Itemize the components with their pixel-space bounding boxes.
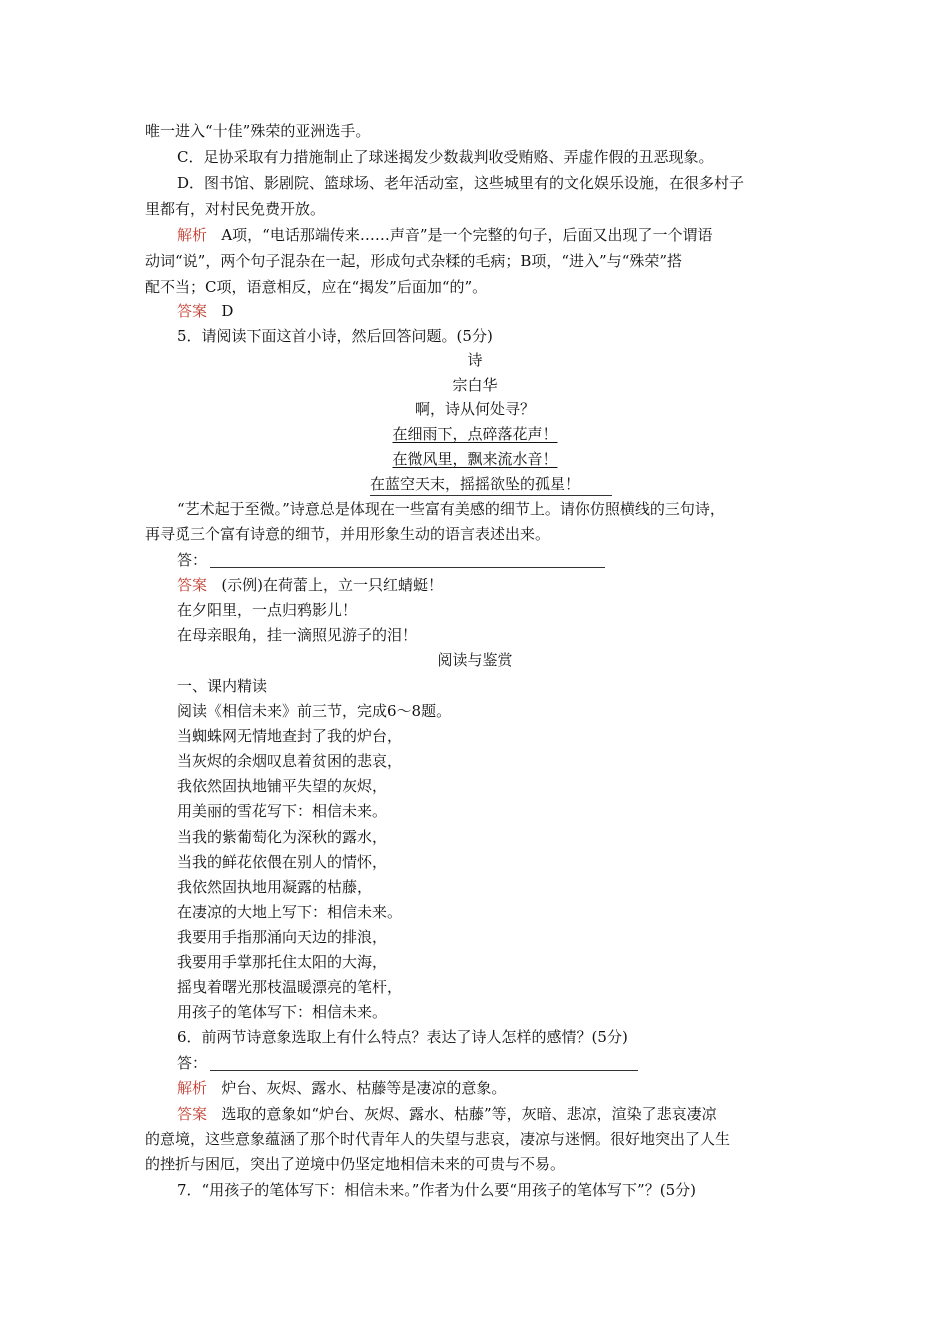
poem-underline bbox=[370, 495, 612, 496]
poem-line-1: 啊，诗从何处寻？ bbox=[414, 400, 535, 418]
poem2-line: 当灰烬的余烟叹息着贫困的悲哀， bbox=[177, 752, 403, 770]
q4-analysis-line3: 配不当；C项，语意相反，应在“揭发”后面加“的”。 bbox=[145, 278, 488, 296]
poem-line-4: 在蓝空天末，摇摇欲坠的孤星！ bbox=[369, 475, 580, 493]
answer-label: 答案 bbox=[177, 1105, 208, 1123]
answer-text: 选取的意象如“炉台、灰烬、露水、枯藤”等，灰暗、悲凉，渲染了悲哀凄凉 bbox=[221, 1105, 717, 1123]
q4-answer bbox=[177, 300, 233, 322]
poem2-line: 我依然固执地用凝露的枯藤， bbox=[177, 878, 373, 896]
poem2-line: 用美丽的雪花写下：相信未来。 bbox=[177, 802, 388, 820]
q5-answer-blank[interactable] bbox=[210, 567, 605, 568]
poem2-line: 用孩子的笔体写下：相信未来。 bbox=[177, 1003, 388, 1021]
q4-option-d: D．图书馆、影剧院、篮球场、老年活动室，这些城里有的文化娱乐设施，在很多村子 bbox=[177, 174, 745, 192]
q4-analysis bbox=[177, 224, 713, 246]
poem-title: 诗 bbox=[467, 351, 483, 369]
poem2-line: 在凄凉的大地上写下：相信未来。 bbox=[177, 903, 403, 921]
analysis-text: A项，“电话那端传来……声音”是一个完整的句子，后面又出现了一个谓语 bbox=[221, 226, 713, 244]
q6-answer-blank[interactable] bbox=[210, 1070, 638, 1071]
analysis-text: 炉台、灰烬、露水、枯藤等是凄凉的意象。 bbox=[221, 1079, 507, 1097]
q6-answer bbox=[177, 1103, 717, 1125]
analysis-label: 解析 bbox=[177, 1079, 208, 1097]
q5-task-cont: 再寻觅三个富有诗意的细节，并用形象生动的语言表述出来。 bbox=[145, 525, 551, 543]
q7-prompt: 7．“用孩子的笔体写下：相信未来。”作者为什么要“用孩子的笔体写下”？(5分) bbox=[177, 1181, 696, 1199]
q5-answer-line3: 在母亲眼角，挂一滴照见游子的泪！ bbox=[177, 626, 418, 644]
poem-line-2: 在细雨下，点碎落花声！ bbox=[392, 425, 558, 443]
poem-author: 宗白华 bbox=[452, 376, 498, 394]
poem2-line: 我依然固执地铺平失望的灰烬， bbox=[177, 777, 388, 795]
q6-answer-prefix: 答： bbox=[177, 1054, 208, 1072]
q6-answer-line2: 的意境，这些意象蕴涵了那个时代青年人的失望与悲哀，凄凉与迷惘。很好地突出了人生 bbox=[145, 1130, 731, 1148]
answer-text: D bbox=[221, 302, 234, 320]
q5-answer-prefix: 答： bbox=[177, 551, 208, 569]
q5-answer-line2: 在夕阳里，一点归鸦影儿！ bbox=[177, 601, 358, 619]
q4-continuation: 唯一进入“十佳”殊荣的亚洲选手。 bbox=[145, 122, 371, 140]
q5-task: “艺术起于至微。”诗意总是体现在一些富有美感的细节上。请你仿照横线的三句诗， bbox=[177, 500, 725, 518]
section-title: 阅读与鉴赏 bbox=[437, 651, 513, 669]
q4-option-d-cont: 里都有，对村民免费开放。 bbox=[145, 200, 326, 218]
poem2-line: 摇曳着曙光那枝温暖漂亮的笔杆， bbox=[177, 978, 403, 996]
q5-prompt: 5．请阅读下面这首小诗，然后回答问题。(5分) bbox=[177, 327, 493, 345]
q5-answer bbox=[177, 574, 443, 596]
poem2-line: 我要用手掌那托住太阳的大海， bbox=[177, 953, 388, 971]
q4-option-c: C．足协采取有力措施制止了球迷揭发少数裁判收受贿赂、弄虚作假的丑恶现象。 bbox=[177, 148, 714, 166]
q6-analysis bbox=[177, 1077, 506, 1099]
poem2-line: 当蜘蛛网无情地查封了我的炉台， bbox=[177, 727, 403, 745]
section-subtitle: 一、课内精读 bbox=[177, 677, 268, 695]
q6-prompt: 6．前两节诗意象选取上有什么特点？表达了诗人怎样的感情？(5分) bbox=[177, 1028, 628, 1046]
poem-line-3: 在微风里，飘来流水音！ bbox=[392, 450, 558, 468]
q4-analysis-line2: 动词“说”，两个句子混杂在一起，形成句式杂糅的毛病；B项，“进入”与“殊荣”搭 bbox=[145, 252, 683, 270]
answer-label: 答案 bbox=[177, 576, 208, 594]
answer-text: (示例)在荷蕾上，立一只红蜻蜓！ bbox=[221, 576, 444, 594]
section-intro: 阅读《相信未来》前三节，完成6～8题。 bbox=[177, 702, 452, 720]
poem2-line: 当我的紫葡萄化为深秋的露水， bbox=[177, 828, 388, 846]
analysis-label: 解析 bbox=[177, 226, 208, 244]
answer-label: 答案 bbox=[177, 302, 208, 320]
poem2-line: 当我的鲜花依偎在别人的情怀， bbox=[177, 853, 388, 871]
poem2-line: 我要用手指那涌向天边的排浪， bbox=[177, 928, 388, 946]
q6-answer-line3: 的挫折与困厄，突出了逆境中仍坚定地相信未来的可贵与不易。 bbox=[145, 1155, 566, 1173]
